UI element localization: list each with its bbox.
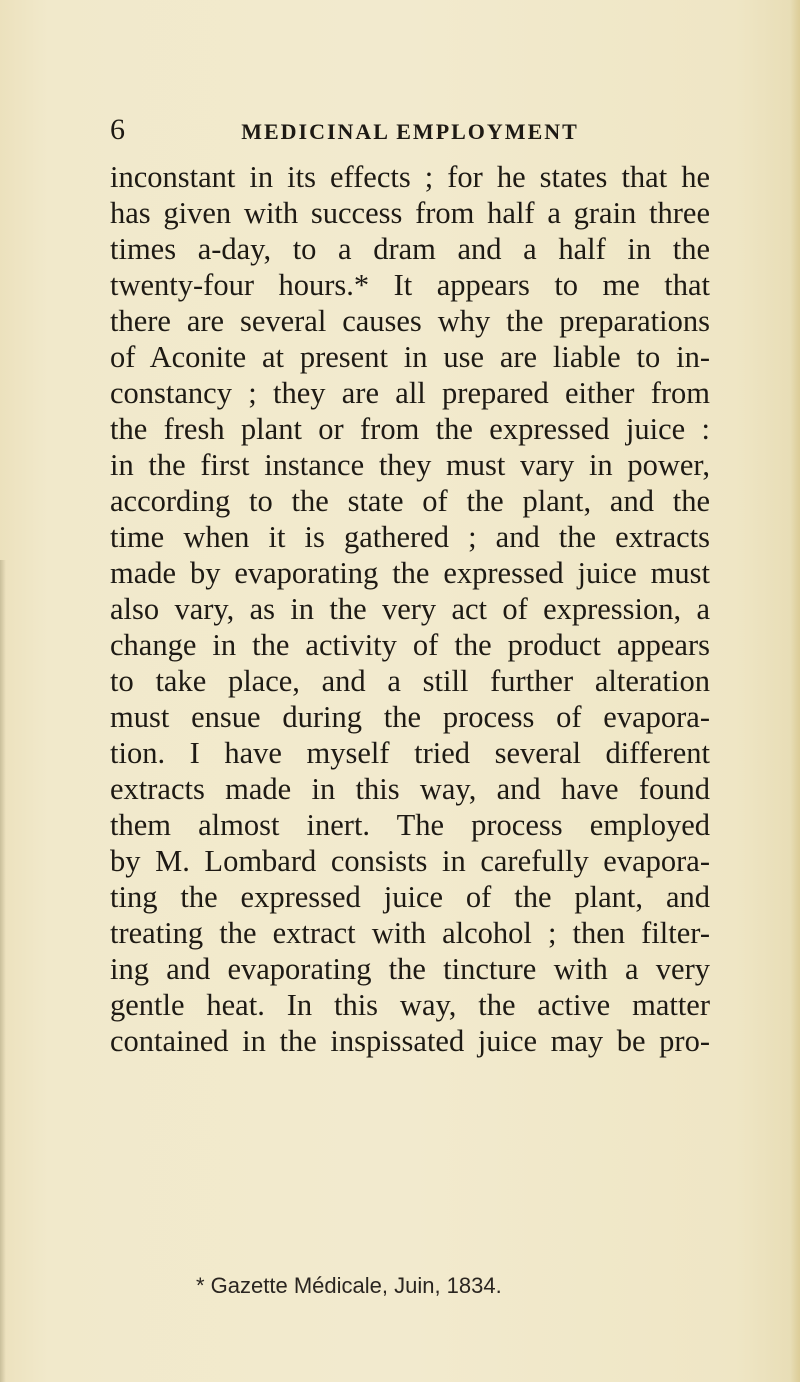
text-line: ting the expressed juice of the plant, and: [110, 880, 710, 914]
text-line: also vary, as in the very act of expression, a: [110, 592, 710, 626]
text-line: inconstant in its effects ; for he states that he: [110, 160, 710, 194]
text-line: of Aconite at present in use are liable to in-: [110, 340, 710, 374]
body-paragraph: [110, 159, 710, 1059]
text-line: ing and evaporating the tincture with a very: [110, 952, 710, 986]
running-head: MEDICINAL EMPLOYMENT: [241, 119, 579, 144]
text-line: by M. Lombard consists in carefully evapora-: [110, 844, 710, 878]
page-header: [110, 112, 710, 152]
text-line: made by evaporating the expressed juice must: [110, 556, 710, 590]
footnote: * Gazette Médicale, Juin, 1834.: [196, 1273, 502, 1298]
text-line: extracts made in this way, and have found: [110, 772, 710, 806]
page-gutter-shadow: [0, 560, 6, 1382]
text-line: contained in the inspissated juice may be pro-: [110, 1024, 710, 1058]
text-line: the fresh plant or from the expressed juice :: [110, 412, 710, 446]
text-line: gentle heat. In this way, the active matter: [110, 988, 710, 1022]
page-number: 6: [110, 113, 125, 146]
text-line: according to the state of the plant, and the: [110, 484, 710, 518]
text-line: times a-day, to a dram and a half in the: [110, 232, 710, 266]
text-line: twenty-four hours.* It appears to me that: [110, 268, 710, 302]
text-line: has given with success from half a grain three: [110, 196, 710, 230]
text-line: must ensue during the process of evapora-: [110, 700, 710, 734]
text-line: there are several causes why the preparations: [110, 304, 710, 338]
text-line: to take place, and a still further alteration: [110, 664, 710, 698]
text-line: change in the activity of the product appears: [110, 628, 710, 662]
text-line: treating the extract with alcohol ; then filter-: [110, 916, 710, 950]
text-line: tion. I have myself tried several different: [110, 736, 710, 770]
text-line: them almost inert. The process employed: [110, 808, 710, 842]
text-line: constancy ; they are all prepared either from: [110, 376, 710, 410]
page-edge: [790, 0, 800, 1382]
text-line: time when it is gathered ; and the extracts: [110, 520, 710, 554]
text-line: in the first instance they must vary in power,: [110, 448, 710, 482]
